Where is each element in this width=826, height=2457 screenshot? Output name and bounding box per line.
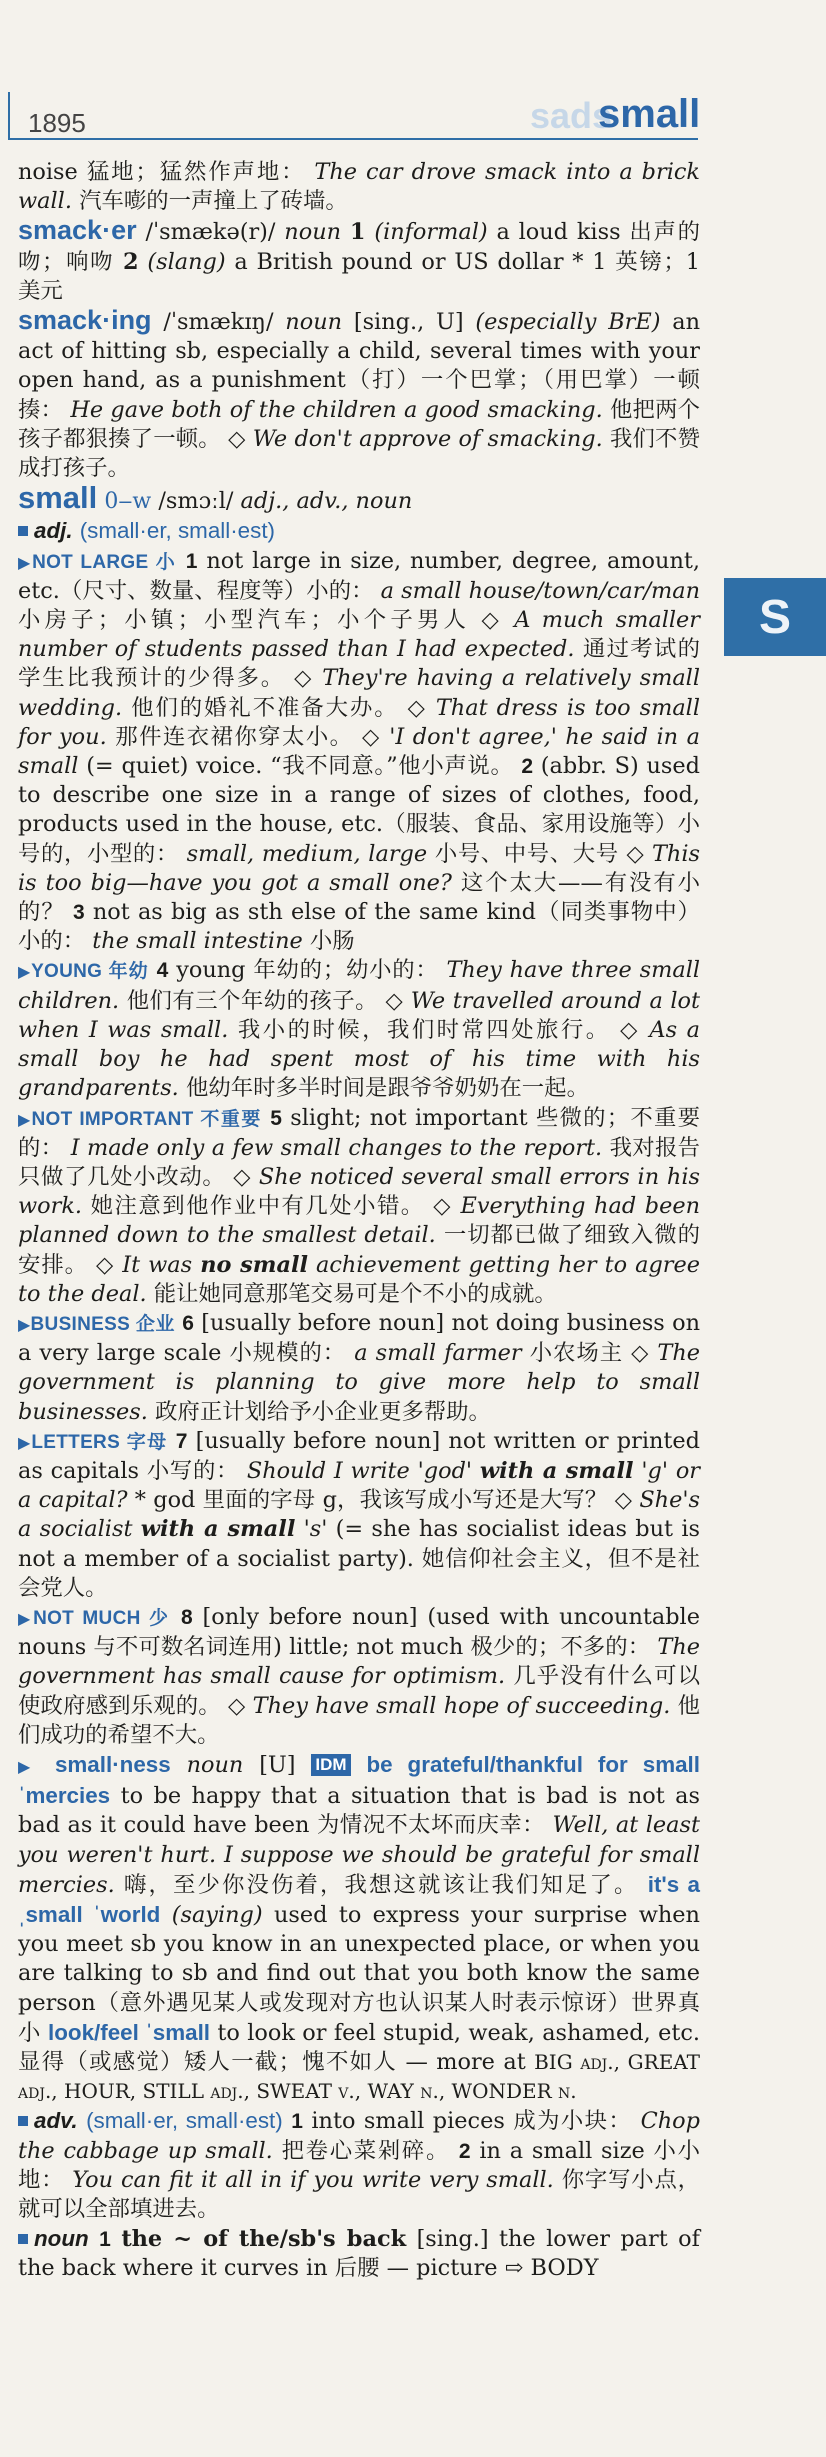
page-header [0,0,826,150]
sense-tag-not-large: NOT LARGE 小 [32,551,177,573]
key-icon: 0‒w [104,489,152,515]
headword-smacking: smack·ing [18,305,152,336]
triangle-marker-icon: ▶ [18,552,33,572]
cross-references: BIG adj., GREAT adj., HOUR, STILL adj., SWEAT v., WAY n., WONDER n. [18,2050,700,2104]
idiom-marker: IDM [311,1754,350,1776]
guide-word: small [598,92,701,136]
sense-tag-letters: LETTERS 字母 [31,1431,168,1453]
derivative-smallness: small·ness [54,1751,171,1777]
header-rule-bottom [8,138,698,140]
small-adv-block: adv. (small·er, small·est) 1 into small pieces 成为小块： Chop the cabbage up small. 把卷心菜剁碎。 2 in a small size 小小地： You can fit it all in if you write very small. 你字写小点，就可以全部填进去。 [18,2108,701,2223]
headword-smacker: smack·er [18,215,137,246]
header-rule-left [8,92,10,140]
triangle-marker-icon: ▶ [18,1314,31,1334]
sense-tag-not-much: NOT MUCH 少 [33,1607,172,1629]
triangle-marker-icon: ▶ [18,1432,32,1452]
square-bullet-icon [18,526,28,536]
small-adj-block: adj. (small·er, small·est) ▶NOT LARGE 小 1 not large in size, number, degree, amount, etc.（尺寸、数量、程度等）小的： a small house/town/car/man 小房子；小镇；小型汽车；小个子男人 ◇ A much smaller number of students passed than I had expected. 通过考试的学生比我预计的少得多。 ◇ They're having a relatively small wedding. 他们的婚礼不准备大办。 ◇ That dress is too small for you. 那件连衣裙你穿太小。 ◇ 'I don't agree,' he said in a small (= quiet) voice. “我不同意。”他小声说。 2 (abbr. S) used to describe one size in a range of sizes of clothes, food, products used in the house, etc.（服装、食品、家用设施等）小号的，小型的： small, medium, large 小号、中号、大号 ◇ This is too big—have you got a small one? 这个太大——有没有小的？ 3 not as big as sth else of the same kind（同类事物中）小的： the small intestine 小肠 ▶YOUNG 年幼 4 young 年幼的；幼小的： They have three small children. 他们有三个年幼的孩子。 ◇ We travelled around a lot when I was small. 我小的时候，我们时常四处旅行。 ◇ As a small boy he had spent most of his time with his grandparents. 他幼年时多半时间是跟爷爷奶奶在一起。 ▶NOT IMPORTANT 不重要 5 slight; not important 些微的；不重要的： I made only a few small changes to the report. 我对报告只做了几处小改动。 ◇ She noticed several small errors in his work. 她注意到他作业中有几处小错。 ◇ Everything had been planned down to the smallest detail. 一切都已做了细致入微的安排。 ◇ It was no small achievement getting her to agree to the deal. 能让她同意那笔交易可是个不小的成就。 ▶BUSINESS 企业 6 [usually before noun] not doing business on a very large scale 小规模的： a small farmer 小农场主 ◇ The government is planning to give more help to small businesses. 政府正计划给予小企业更多帮助。 ▶LETTERS 字母 7 [usually before noun] not written or printed as capitals 小写的： Should I write 'god' with a small 'g' or a capital? * god 里面的字母 g，我该写成小写还是大写？ ◇ She's a socialist with a small 's' (= she has socialist ideas but is not a member of a socialist party). 她信仰社会主义，但不是社会党人。 ▶NOT MUCH 少 8 [only before noun] (used with uncountable nouns 与不可数名词连用) little; not much 极少的；不多的： The government has small cause for optimism. 几乎没有什么可以使政府感到乐观的。 ◇ They have small hope of succeeding. 他们成功的希望不大。 ▶ small·ness noun [U] IDM be grateful/thankful for small ˈmercies to be happy that a situation that is bad is not as bad as it could have been 为情况不太坏而庆幸： Well, at least you weren't hurt. I suppose we should be grateful for small mercies. 嗨，至少你没伤着，我想这就该让我们知足了。 it's a ˌsmall ˈworld (saying) used to express your surprise when you meet sb you know in an unexpected place, or when you are talking to sb and find out that you both know the same person（意外遇见某人或发现对方也认识某人时表示惊讶）世界真小 look/feel ˈsmall to look or feel stupid, weak, ashamed, etc. 显得（或感觉）矮人一截；愧不如人 — more at BIG adj., GREAT adj., HOUR, STILL adj., SWEAT v., WAY n., WONDER n. [18,518,701,2104]
sense-tag-business: BUSINESS 企业 [30,1313,175,1335]
dictionary-column [18,158,700,2284]
entry-small-head: small 0‒w /smɔːl/ adj., adv., noun [18,480,413,516]
entry-noise-continued: noise 猛地；猛然作声地： The car drove smack into a brick wall. 汽车嘭的一声撞上了砖墙。 [18,159,700,215]
square-bullet-icon [18,2116,28,2126]
entry-smacker: smack·er /ˈsmækə(r)/ noun 1 (informal) a loud kiss 出声的吻；响吻 2 (slang) a British pound or US dollar * 1 英镑；1 美元 [18,215,701,304]
page-number: 1895 [28,108,86,138]
guide-word-shadow: sads [530,95,613,136]
triangle-marker-icon: ▶ [18,1109,32,1129]
thumb-index-tab: S [724,578,826,656]
triangle-marker-icon: ▶ [18,1756,40,1776]
idiom-look-small: look/feel ˈsmall [48,2019,211,2045]
triangle-marker-icon: ▶ [18,962,32,982]
headword-small: small [18,480,98,516]
idiom-grateful: be grateful/thankful for small ˈmercies [18,1751,700,1809]
sense-tag-young: YOUNG 年幼 [31,961,149,983]
triangle-marker-icon: ▶ [18,1608,34,1628]
entry-smacking: smack·ing /ˈsmækɪŋ/ noun [sing., U] (especially BrE) an act of hitting sb, especially a child, several times with your open hand, as a punishment（打）一个巴掌；（用巴掌）一顿揍： He gave both of the children a good smacking. 他把两个孩子都狠揍了一顿。 ◇ We don't approve of smacking. 我们不赞成打孩子。 [18,305,701,482]
small-noun-block: noun 1 the ~ of the/sb's back [sing.] the lower part of the back where it curves in 后腰 — picture ⇨ BODY [18,2226,700,2282]
idiom-small-world: it's a ˌsmall ˈworld [18,1871,700,1927]
square-bullet-icon [18,2234,28,2244]
sense-tag-not-important: NOT IMPORTANT 不重要 [31,1108,262,1130]
